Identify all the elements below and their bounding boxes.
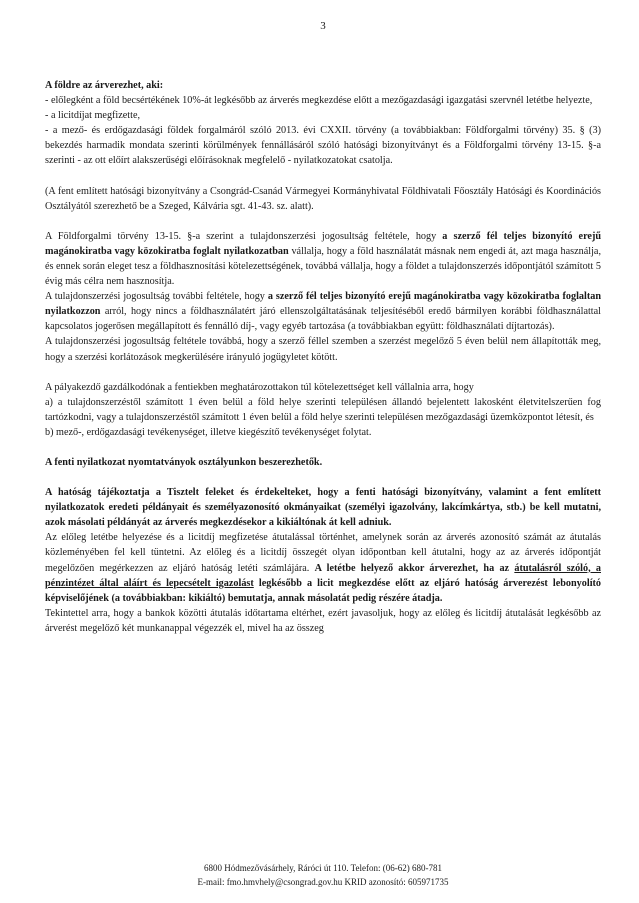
starter-farmer-intro: A pályakezdő gazdálkodónak a fentiekben meghatározottakon túl kötelezettséget kell vállalnia arra, hogy: [45, 381, 474, 393]
transfer-advice: Tekintettel arra, hogy a bankok közötti átutalás időtartama eltérhet, ezért javasoljuk, hogy az előleg és licitdíj átutalását legkésőbb az árverést megelőző két munkanappal végezzék el, mivel ha az összeg: [45, 607, 601, 634]
condition-paragraph-3: A tulajdonszerzési jogosultság feltétele továbbá, hogy a szerző féllel szemben a szerzést megelőző 5 éven belül nem állapították meg, hogy a szerzési korlátozások megkerülésére irányuló jogügyletet kötött.: [45, 336, 601, 363]
page-number: 3: [320, 20, 326, 32]
section-heading: A földre az árverezhet, aki:: [45, 80, 164, 91]
certificate-note: (A fent említett hatósági bizonyítvány a Csongrád-Csanád Vármegyei Kormányhivatal Földhivatali Főosztály Hatósági és Koordinációs Osztályától szerezhető be a Szeged, Kálvária sgt. 41-43. sz. alatt).: [45, 185, 601, 212]
transfer-paragraph: Az előleg letétbe helyezése és a licitdíj megfizetése átutalással történhet, amelynek során az árverés azonosító számát az átutalás közleményében fel kell tüntetni. Az előleg és a licitdíj összegét olyan időpontban kell átutalni, hogy az az árverés időpontját megelőzően megérkezzen az eljáró hatóság letéti számlájára. A letétbe helyező akkor árverezhet, ha az átutalásról szóló, a pénzintézet által aláírt és lepecsételt igazolást legkésőbb a licit megkezdése előtt az eljáró hatóság árverezést lebonyolító képviselőjének (a továbbiakban: kikiáltó) bemutatja, annak másolatát pedig részére átadja.: [45, 532, 602, 604]
bullet-deposit: - előlegként a föld becsértékének 10%-át legkésőbb az árverés megkezdése előtt a mezőgazdasági igazgatási szervnél letétbe helyezte,: [45, 95, 593, 107]
forms-note: A fenti nyilatkozat nyomtatványok osztályunkon beszerezhetők.: [45, 456, 323, 468]
starter-farmer-b: b) mező-, erdőgazdasági tevékenységet, illetve kiegészítő tevékenységet folytat.: [45, 426, 372, 438]
footer-contact: E-mail: fmo.hmvhely@csongrad.gov.hu KRID azonosító: 605971735: [197, 877, 449, 887]
document-body: [45, 78, 601, 636]
authority-notice: A hatóság tájékoztatja a Tisztelt feleket és érdekelteket, hogy a fenti hatósági bizonyítvány, valamint a fent említett nyilatkozatok eredeti példányait és személyazonosító okmányaikat (személyi igazolvány, lakcímkártya, stb.) be kell mutatni, azok másolati példányát az árverés megkezdésekor a kikiáltónak át kell adniuk.: [45, 487, 601, 529]
bullet-certificate: - a mező- és erdőgazdasági földek forgalmáról szóló 2013. évi CXXII. törvény (a továbbiakban: Földforgalmi törvény) 35. § (3) bekezdés harmadik mondata szerinti körülmények fennállásáról szóló hatósági bizonyítványt és a Földforgalmi törvény 13-15. §-a szerinti - az ott előírt alakszerűségi előírásoknak megfelelő - nyilatkozatokat csatolja.: [45, 125, 601, 167]
starter-farmer-a: a) a tulajdonszerzéstől számított 1 éven belül a föld helye szerinti településen állandó bejelentett lakosként életvitelszerűen fog tartózkodni, vagy a tulajdonszerzéstől számított 1 éven belül a föld helye szerinti településen mezőgazdasági üzemközpontot létesít, és: [45, 396, 601, 423]
condition-paragraph-1: A Földforgalmi törvény 13-15. §-a szerint a tulajdonszerzési jogosultság feltétele, hogy a szerző fél teljes bizonyító erejű magánokiratba vagy közokiratba foglalt nyilatkozatban vállalja, hogy a föld használatát másnak nem engedi át, azt maga használja, és ennek során eleget tesz a földhasznosítási kötelezettségének, továbbá vállalja, hogy a földet a tulajdonszerzés időpontjától számított 5 évig más célra nem hasznosítja.: [45, 230, 601, 288]
bullet-fee: - a licitdíjat megfizette,: [45, 110, 141, 122]
footer-address: 6800 Hódmezővásárhely, Ráróci út 110. Telefon: (06-62) 680-781: [204, 863, 442, 873]
condition-paragraph-2: A tulajdonszerzési jogosultság további feltétele, hogy a szerző fél teljes bizonyító erejű magánokiratba vagy közokiratba foglaltan nyilatkozzon arról, hogy nincs a földhasználatért járó ellenszolgáltatásának teljesítéséből eredő bármilyen korábbi földhasználattal kapcsolatos jogerősen megállapított és fennálló díj-, vagy egyéb tartozása (a továbbiakban együtt: földhasználati díjtartozás).: [45, 291, 601, 333]
